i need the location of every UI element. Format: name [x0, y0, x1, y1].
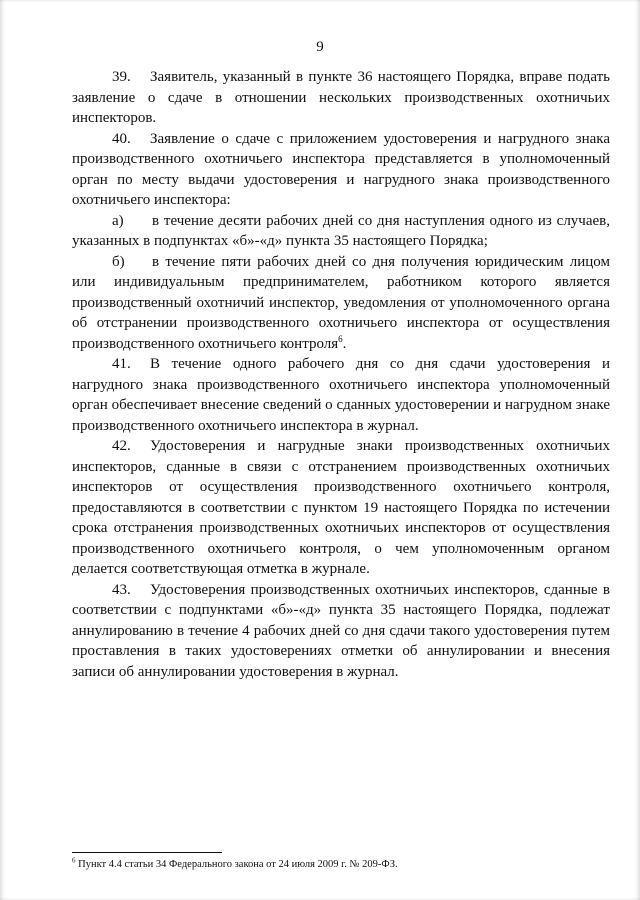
paragraph-text: В течение одного рабочего дня со дня сдачи удостоверения и нагрудного знака производственного охотничьего инспектора уполномоченный орган обеспечивает внесение сведений о сданных удостоверении и нагрудном знаке производственного охотничьего инспектора в журнал.	[72, 356, 610, 434]
item-number: 42.	[112, 438, 131, 454]
paragraph-tail: .	[342, 335, 347, 352]
paragraph-text: Заявление о сдаче с приложением удостоверения и нагрудного знака производственного охотничьего инспектора представляется в уполномоченный орган по месту выдачи удостоверения и нагрудного знака производственного охотничьего инспектора:	[72, 130, 610, 208]
footnote-divider	[72, 852, 222, 853]
subitem-letter: а)	[112, 212, 124, 229]
page-number: 9	[316, 39, 324, 55]
subitem-letter: б)	[112, 253, 125, 270]
item-number: 43.	[112, 581, 131, 598]
paragraph-text: в течение пяти рабочих дней со дня получения юридическим лицом или индивидуальным предпринимателем, работником которого является производственный охотничий инспектор, уведомления от уполномоченного органа об отстранении производственного охотничьего инспектора от осуществления производственного охотничьего контроля	[72, 253, 610, 352]
footnote	[72, 858, 610, 871]
item-number: 40.	[112, 130, 131, 147]
paragraph-40	[72, 129, 610, 211]
subparagraph-a	[72, 211, 610, 252]
footnote-text: Пункт 4.4 статьи 34 Федерального закона от 24 июля 2009 г. № 209-ФЗ.	[78, 859, 398, 870]
item-number: 39.	[112, 69, 131, 85]
paragraph-text: Удостоверения и нагрудные знаки производственных охотничьих инспекторов, сданные в связи с отстранением производственных охотничьих инспекторов от осуществления производственного охотничьего контроля, предоставляются в соответствии с пунктом 19 настоящего Порядка по истечении срока отстранения производственных охотничьих инспекторов от осуществления производственного охотничьего контроля, о чем уполномоченным органом делается соответствующая отметка в журнале.	[72, 438, 610, 577]
document-body	[72, 67, 610, 682]
paragraph-42	[72, 436, 610, 580]
paragraph-text: Удостоверения производственных охотничьих инспекторов, сданные в соответствии с подпунктами «б»-«д» пункта 35 настоящего Порядка, подлежат аннулированию в течение 4 рабочих дней со дня сдачи такого удостоверения путем проставления в таких удостоверениях отметки об аннулировании и внесения записи об аннулировании удостоверения в журнал.	[72, 581, 610, 680]
footnote-marker: 6	[72, 856, 76, 865]
footnote-reference[interactable]: 6	[338, 333, 343, 344]
paragraph-text: в течение десяти рабочих дней со дня наступления одного из случаев, указанных в подпунктах «б»-«д» пункта 35 настоящего Порядка;	[72, 212, 610, 249]
paragraph-41	[72, 354, 610, 436]
paragraph-39	[72, 67, 610, 129]
item-number: 41.	[112, 356, 131, 372]
paragraph-43	[72, 580, 610, 683]
subparagraph-b	[72, 252, 610, 355]
paragraph-text: Заявитель, указанный в пункте 36 настоящего Порядка, вправе подать заявление о сдаче в отношении нескольких производственных охотничьих инспекторов.	[72, 69, 610, 126]
